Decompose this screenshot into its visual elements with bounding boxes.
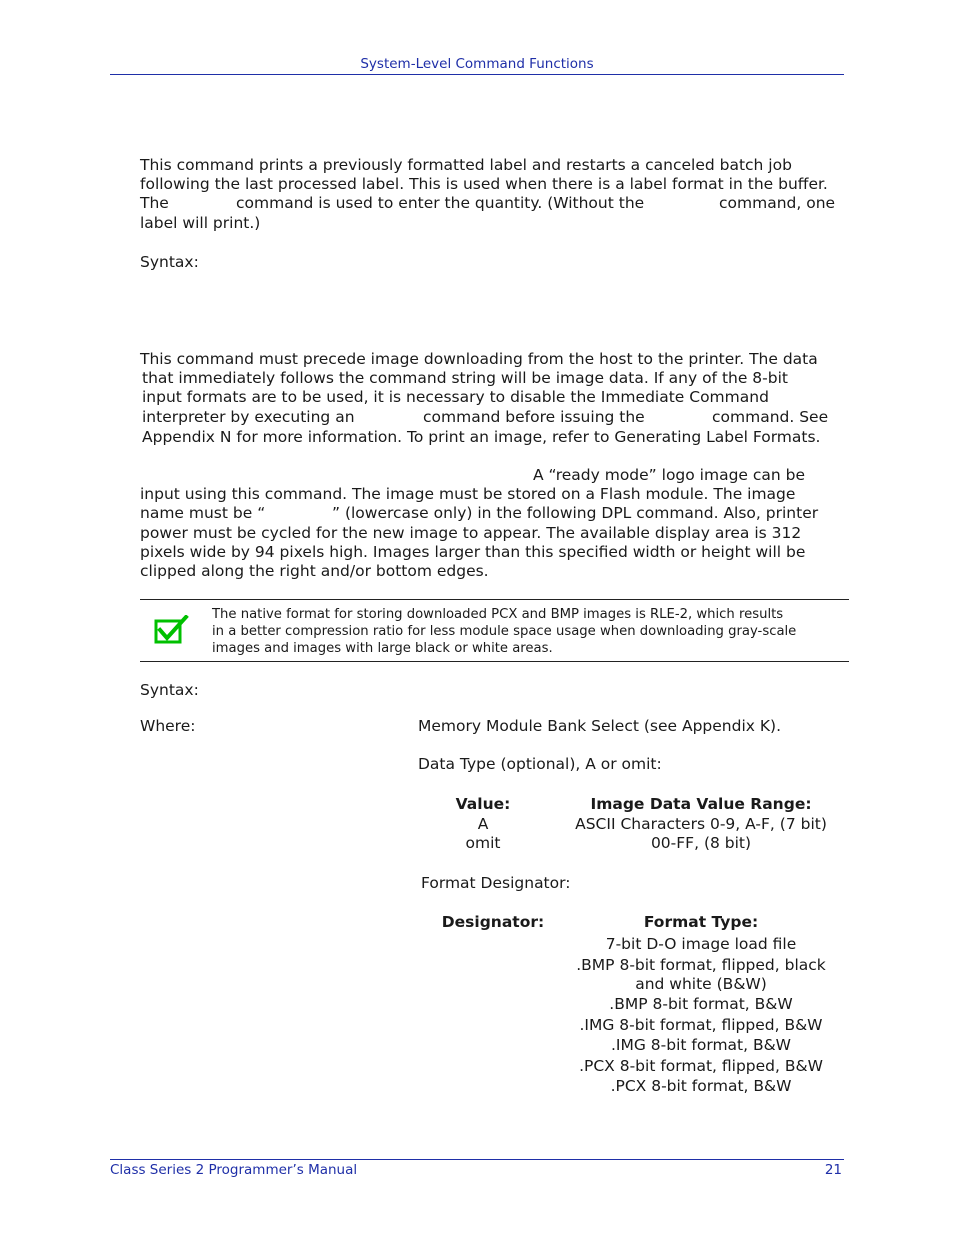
footer-rule xyxy=(110,1159,844,1160)
page-header-title: System-Level Command Functions xyxy=(360,56,594,72)
format-table-cell: .IMG 8-bit format, flipped, B&W xyxy=(579,1016,823,1034)
body-text-line: command is used to enter the quantity. (Without the xyxy=(236,194,645,212)
body-text-line: that immediately follows the command string will be image data. If any of the 8-bit xyxy=(142,369,788,387)
header-rule xyxy=(110,74,844,75)
format-table-cell: .PCX 8-bit format, flipped, B&W xyxy=(579,1057,823,1075)
body-text-line: name must be “ xyxy=(140,504,266,522)
body-text-line: interpreter by executing an xyxy=(142,408,355,426)
body-text-line: ” (lowercase only) in the following DPL command. Also, printer xyxy=(332,504,819,522)
body-text-line: Appendix N for more information. To print an image, refer to Generating Label Formats. xyxy=(142,428,821,446)
body-text-line: command. See xyxy=(712,408,829,426)
body-text-line: clipped along the right and/or bottom edges. xyxy=(140,562,489,580)
bank-description: Memory Module Bank Select (see Appendix K). xyxy=(418,717,782,735)
note-text-line: images and images with large black or white areas. xyxy=(212,641,553,656)
body-text-line: A “ready mode” logo image can be xyxy=(533,466,806,484)
body-text-line: input using this command. The image must be stored on a Flash module. The image xyxy=(140,485,796,503)
footer-manual-title: Class Series 2 Programmer’s Manual xyxy=(110,1162,358,1178)
value-table-cell: ASCII Characters 0-9, A-F, (7 bit) xyxy=(575,815,827,833)
note-top-rule xyxy=(140,599,849,600)
body-text-line: command, one xyxy=(719,194,836,212)
format-table-cell: .BMP 8-bit format, flipped, black xyxy=(576,956,826,974)
body-text-line: The xyxy=(140,194,169,212)
body-text-line: label will print.) xyxy=(140,214,261,232)
body-text-line: power must be cycled for the new image to appear. The available display area is 312 xyxy=(140,524,802,542)
note-text-line: in a better compression ratio for less module space usage when downloading gray-scale xyxy=(212,624,797,639)
format-table-header: Designator: xyxy=(441,913,545,931)
format-table-cell: and white (B&W) xyxy=(635,975,767,993)
format-table-header: Format Type: xyxy=(643,913,759,931)
body-text-line: This command must precede image downloading from the host to the printer. The data xyxy=(140,350,818,368)
note-text-line: The native format for storing downloaded PCX and BMP images is RLE-2, which results xyxy=(212,607,784,622)
format-table-cell: 7-bit D-O image load file xyxy=(605,935,797,953)
body-text-line: pixels wide by 94 pixels high. Images larger than this specified width or height will be xyxy=(140,543,806,561)
value-table-cell: A xyxy=(477,815,489,833)
value-table-header: Value: xyxy=(455,795,511,813)
page-number: 21 xyxy=(824,1162,842,1178)
syntax-label: Syntax: xyxy=(140,681,199,699)
format-designator-label: Format Designator: xyxy=(421,874,571,892)
format-table-cell: .PCX 8-bit format, B&W xyxy=(610,1077,792,1095)
value-table-cell: omit xyxy=(465,834,501,852)
green-check-icon xyxy=(153,615,189,645)
body-text-line: following the last processed label. This is used when there is a label format in the buffer. xyxy=(140,175,828,193)
format-table-cell: .IMG 8-bit format, B&W xyxy=(610,1036,792,1054)
body-text-line: input formats are to be used, it is necessary to disable the Immediate Command xyxy=(142,388,769,406)
format-table-cell: .BMP 8-bit format, B&W xyxy=(609,995,793,1013)
body-text-line: command before issuing the xyxy=(423,408,645,426)
where-label: Where: xyxy=(140,717,196,735)
syntax-label: Syntax: xyxy=(140,253,199,271)
value-table-header: Image Data Value Range: xyxy=(590,795,812,813)
note-bottom-rule xyxy=(140,661,849,662)
value-table-cell: 00-FF, (8 bit) xyxy=(650,834,752,852)
body-text-line: This command prints a previously formatted label and restarts a canceled batch job xyxy=(140,156,792,174)
data-type-description: Data Type (optional), A or omit: xyxy=(418,755,662,773)
